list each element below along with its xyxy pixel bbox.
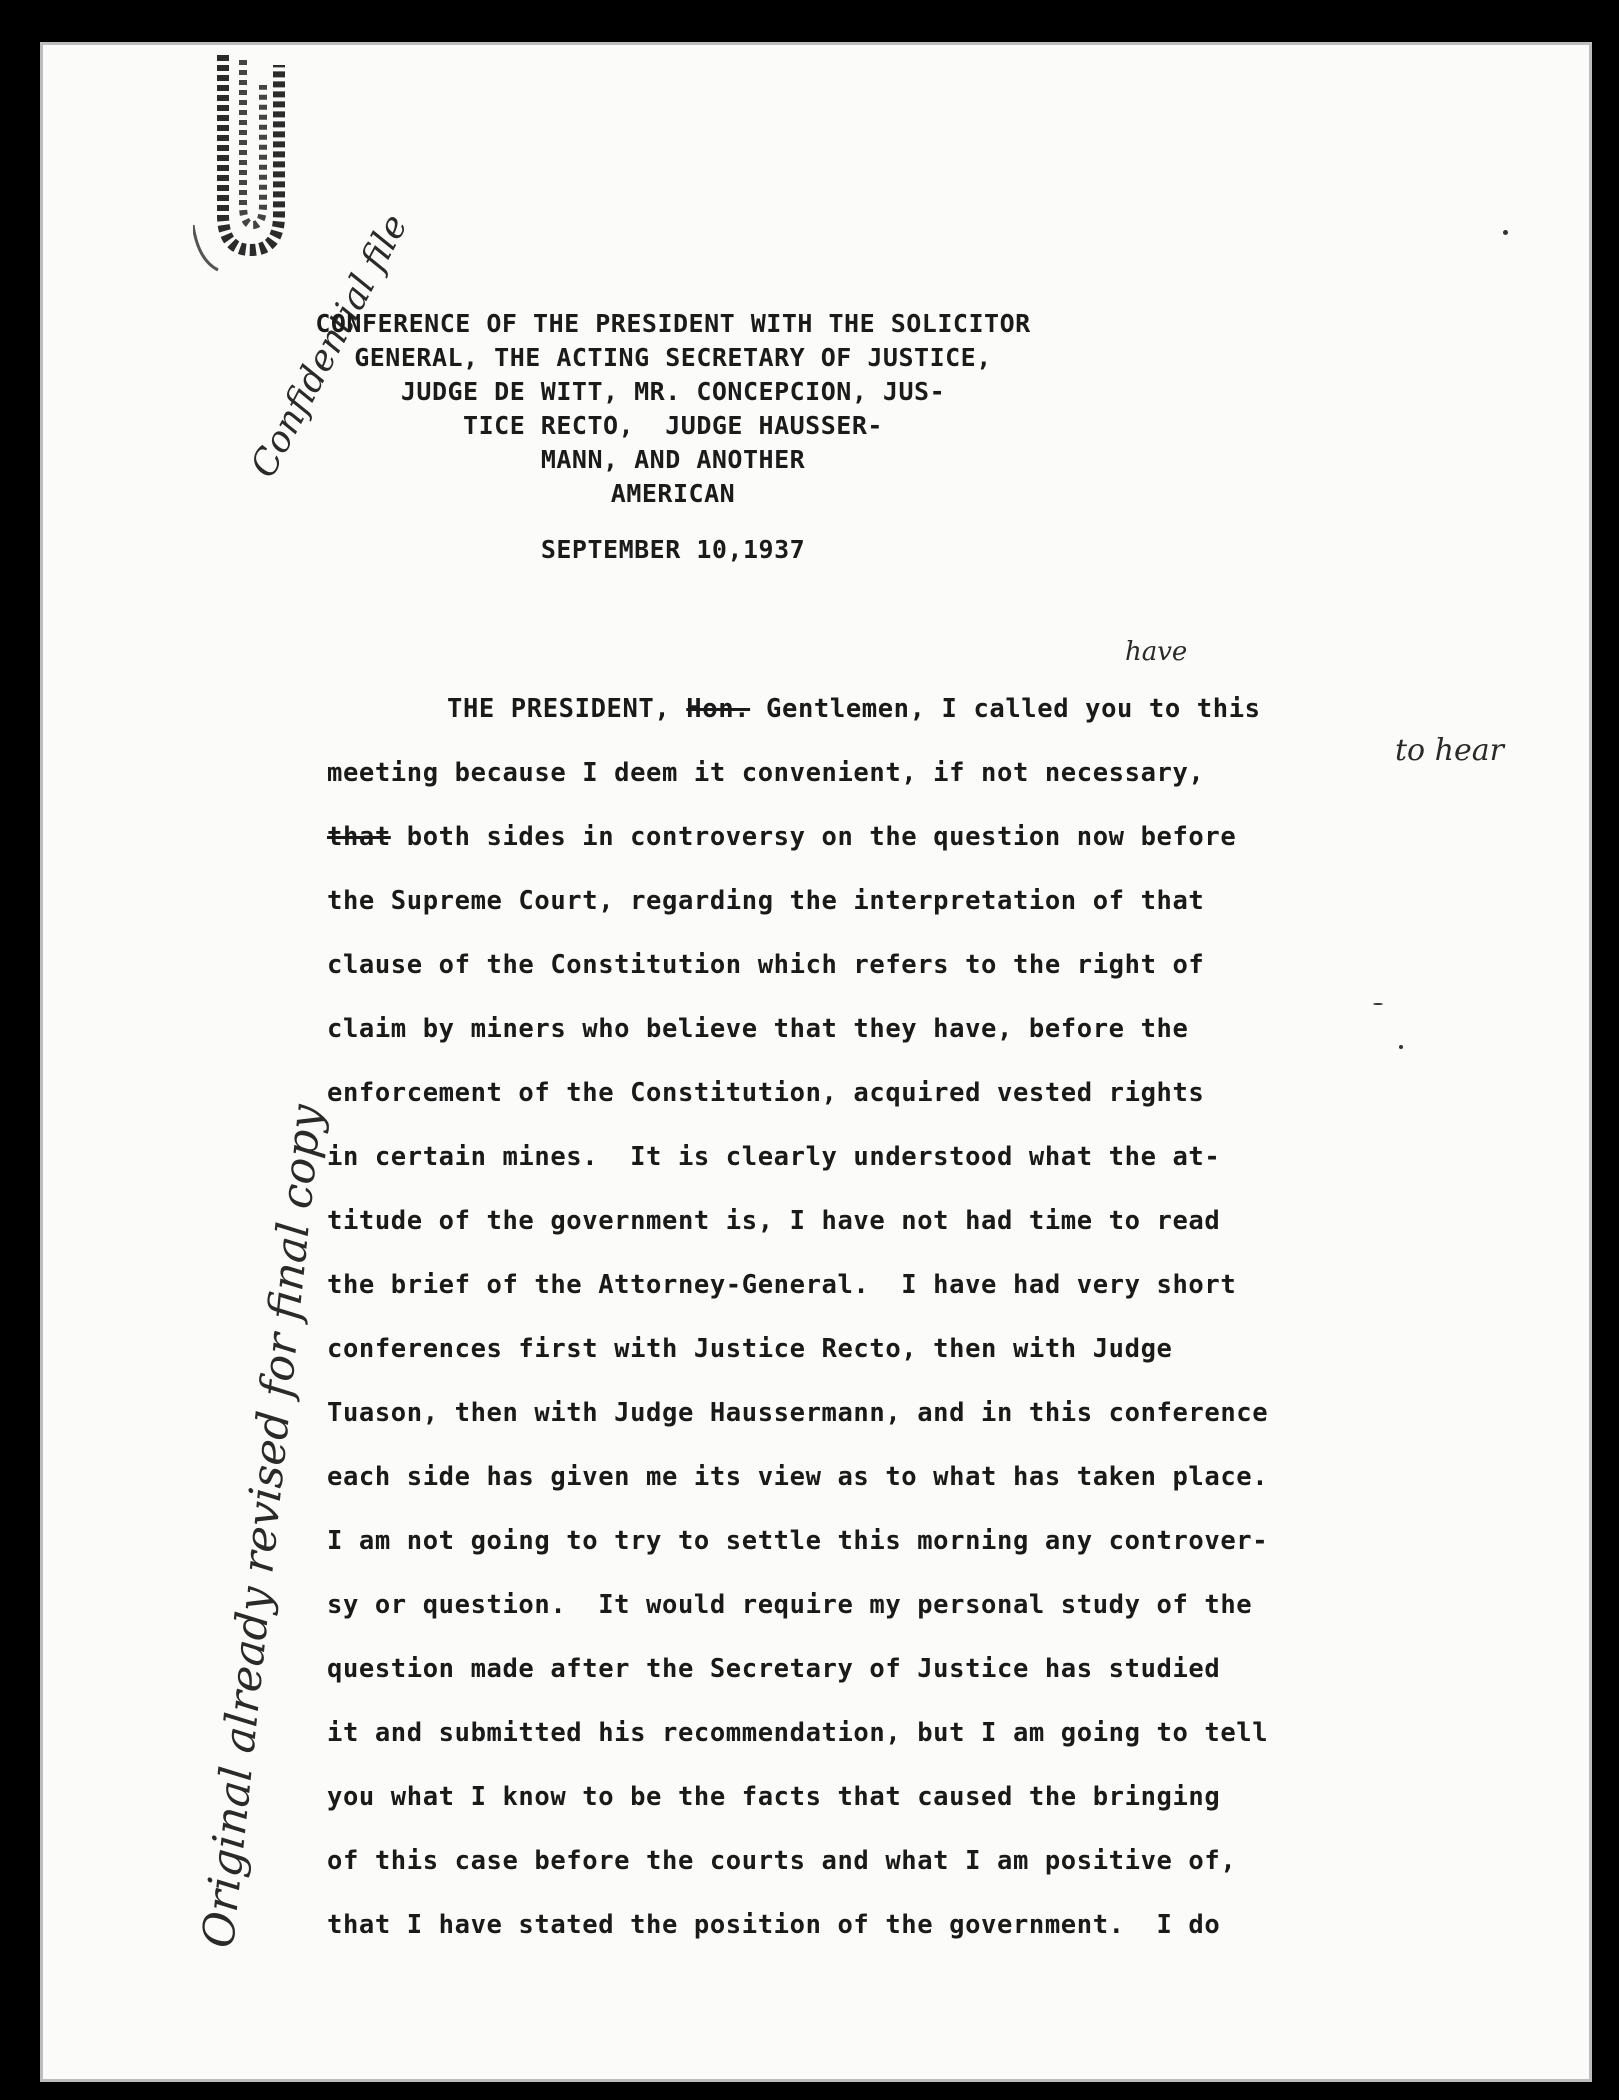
body-line: conferences first with Justice Recto, then with Judge bbox=[327, 1334, 1173, 1364]
body-line: titude of the government is, I have not had time to read bbox=[327, 1206, 1221, 1236]
heading-line: GENERAL, THE ACTING SECRETARY OF JUSTICE, bbox=[354, 343, 992, 372]
body-line: the brief of the Attorney-General. I have had very short bbox=[327, 1270, 1237, 1300]
heading-line: MANN, AND ANOTHER bbox=[540, 445, 806, 474]
body-line: I am not going to try to settle this morning any controver- bbox=[327, 1526, 1269, 1556]
heading-line: CONFERENCE OF THE PRESIDENT WITH THE SOLICITOR bbox=[315, 309, 1031, 338]
heading-line: JUDGE DE WITT, MR. CONCEPCION, JUS- bbox=[400, 377, 946, 406]
speaker-label: THE PRESIDENT, bbox=[447, 694, 687, 724]
paper-speck bbox=[1503, 230, 1508, 235]
handwritten-insert-to-hear: to hear bbox=[1395, 733, 1504, 768]
body-line: sy or question. It would require my personal study of the bbox=[327, 1590, 1253, 1620]
document-body bbox=[327, 677, 1557, 1957]
document-page bbox=[40, 42, 1592, 2082]
body-line: clause of the Constitution which refers to the right of bbox=[327, 950, 1205, 980]
paperclip-mark bbox=[193, 45, 303, 275]
paper-speck bbox=[1373, 1003, 1383, 1005]
document-date: SEPTEMBER 10,1937 bbox=[540, 535, 806, 564]
body-line: each side has given me its view as to what has taken place. bbox=[327, 1462, 1269, 1492]
handwritten-margin-note: Original already revised for final copy bbox=[193, 1102, 333, 1951]
paper-speck bbox=[1399, 1045, 1403, 1049]
body-line: in certain mines. It is clearly understood what the at- bbox=[327, 1142, 1221, 1172]
body-text-segment: both sides in controversy on the question now before bbox=[390, 822, 1237, 852]
body-line: that I have stated the position of the government. I do bbox=[327, 1910, 1221, 1940]
body-line: meeting because I deem it convenient, if not necessary, bbox=[327, 758, 1205, 788]
body-line: Tuason, then with Judge Haussermann, and in this conference bbox=[327, 1398, 1269, 1428]
heading-line: TICE RECTO, JUDGE HAUSSER- bbox=[463, 411, 883, 440]
body-text-segment: Gentlemen, I bbox=[750, 694, 974, 724]
struck-text: Hon. bbox=[686, 694, 751, 724]
handwritten-corner-note: Confidential file bbox=[243, 207, 416, 485]
body-line: enforcement of the Constitution, acquired vested rights bbox=[327, 1078, 1205, 1108]
struck-text: that bbox=[327, 822, 391, 852]
body-text-segment: called you to this bbox=[973, 694, 1261, 724]
document-heading bbox=[43, 307, 1303, 511]
body-line: it and submitted his recommendation, but I am going to tell bbox=[327, 1718, 1269, 1748]
body-line: the Supreme Court, regarding the interpretation of that bbox=[327, 886, 1205, 916]
heading-line: AMERICAN bbox=[610, 479, 736, 508]
body-line: question made after the Secretary of Justice has studied bbox=[327, 1654, 1221, 1684]
body-line: of this case before the courts and what I am positive of, bbox=[327, 1846, 1237, 1876]
body-line: you what I know to be the facts that caused the bringing bbox=[327, 1782, 1221, 1812]
body-line bbox=[327, 677, 1557, 741]
handwritten-insert-have: have bbox=[1125, 637, 1188, 667]
body-line bbox=[327, 805, 1557, 869]
body-line: claim by miners who believe that they have, before the bbox=[327, 1014, 1189, 1044]
